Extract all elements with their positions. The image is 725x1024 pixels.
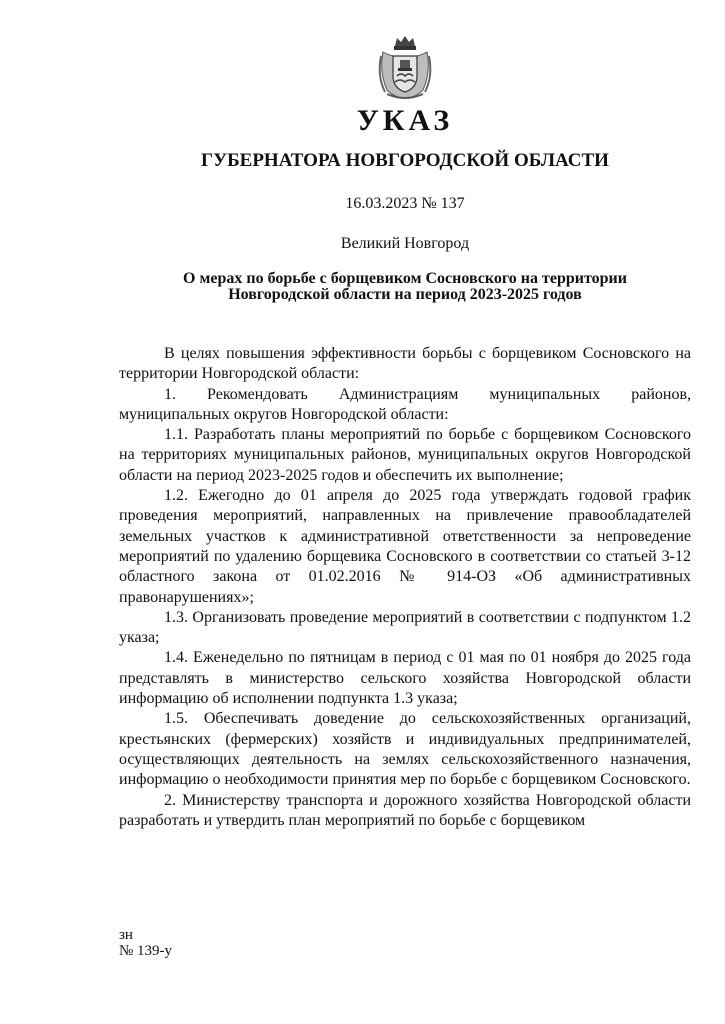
- document-body: [119, 344, 691, 831]
- footer-initials: зн: [119, 927, 133, 943]
- paragraph-1-5: 1.5. Обеспечивать доведение до сельскохозяйственных организаций, крестьянских (фермерских) хозяйств и индивидуальных предпринимателей, осуществляющих деятельность на землях сельскохозяйственного назначения, информацию о необходимости принятия мер по борьбе с борщевиком Сосновского.: [119, 710, 691, 789]
- paragraph-1: 1. Рекомендовать Администрациям муниципальных районов, муниципальных округов Новгородской области:: [119, 385, 691, 423]
- paragraph-1-2: 1.2. Ежегодно до 01 апреля до 2025 года утверждать годовой график проведения мероприятий, направленных на привлечение правообладателей земельных участков к административной ответственности за непроведение мероприятий по удалению борщевика Сосновского в соответствии со статьей 3-12 областного закона от 01.02.2016 № 914-ОЗ «Об административных правонарушениях»;: [119, 487, 691, 606]
- paragraph-1-3: 1.3. Организовать проведение мероприятий в соответствии с подпунктом 1.2 указа;: [119, 608, 691, 647]
- city: Великий Новгород: [340, 235, 470, 252]
- document-title-line-2: Новгородской области на период 2023-2025 годов: [228, 286, 582, 303]
- footer-doc-number: № 139-у: [119, 943, 173, 959]
- issuer-subtitle: ГУБЕРНАТОРА НОВГОРОДСКОЙ ОБЛАСТИ: [201, 150, 609, 171]
- document-title: [150, 271, 660, 303]
- page-title: УКАЗ: [356, 104, 454, 137]
- footer-note: [119, 927, 172, 959]
- paragraph-preamble: В целях повышения эффективности борьбы с борщевиком Сосновского на территории Новгородской области:: [119, 345, 691, 383]
- document-title-line-1: О мерах по борьбе с борщевиком Сосновского на территории: [183, 270, 627, 287]
- date-number: 16.03.2023 № 137: [345, 195, 465, 212]
- paragraph-1-1: 1.1. Разработать планы мероприятий по борьбе с борщевиком Сосновского на территориях муниципальных районов, муниципальных округов Новгородской области на период 2023-2025 годов и обеспечить их выполнение;: [119, 426, 691, 484]
- paragraph-1-4: 1.4. Еженедельно по пятницам в период с 01 мая по 01 ноября до 2025 года представлять в министерство сельского хозяйства Новгородской области информацию об исполнении подпункта 1.3 указа;: [119, 649, 691, 708]
- paragraph-2: 2. Министерству транспорта и дорожного хозяйства Новгородской области разработать и утвердить план мероприятий по борьбе с борщевиком: [119, 791, 691, 829]
- coat-of-arms-icon: [373, 32, 437, 100]
